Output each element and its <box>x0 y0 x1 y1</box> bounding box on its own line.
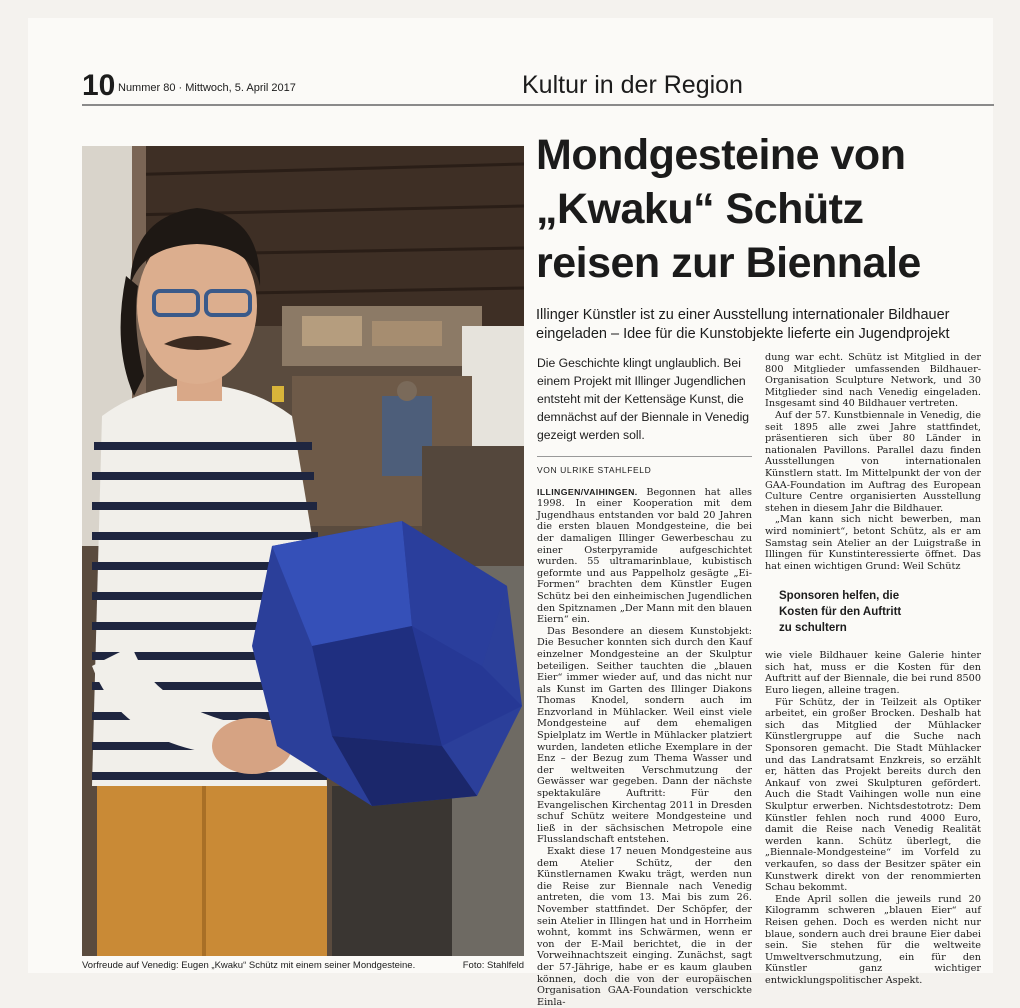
article-photo <box>82 146 524 956</box>
page-number: 10 <box>82 69 116 102</box>
masthead <box>82 70 994 106</box>
subtitle-line: zu schultern <box>779 622 847 635</box>
subtitle-line: Sponsoren helfen, die <box>779 590 900 603</box>
subheadline-line: eingeladen – Idee für die Kunstobjekte lieferte ein Jugendprojekt <box>536 326 950 342</box>
body-paragraph: Exakt diese 17 neuen Mondgesteine aus dem Atelier Schütz, der den Künstlernamen Kwaku trägt, werden nun die Reise zur Biennale nach Venedig antreten, die vom 13. Mai bis zum 26. November stattfindet. Der Schöpfer, der sein Atelier in Illingen hat und in Horrheim wohnt, kommt ins Schwärmen, wenn er von der E-Mail berichtet, die in der Vorweihnachtszeit einging. Zunächst, sagt der 57-Jährige, habe er es kaum glauben können, doch die von der europäischen Organisation GAA-Foundation verschickte Einla- <box>537 846 752 1008</box>
body-paragraph: dung war echt. Schütz ist Mitglied in der 800 Mitglieder umfassenden Bildhauer-Organisation Sculpture Network, und 30 Mitglieder sind nach Venedig eingeladen. Insgesamt sind 40 Bildhauer vertreten. <box>765 352 981 410</box>
body-paragraph: wie viele Bildhauer keine Galerie hinter sich hat, muss er die Kosten für den Auftritt auf der Biennale, die bei rund 8500 Euro liegen, alleine tragen. <box>765 650 981 697</box>
lead-paragraph: Die Geschichte klingt unglaublich. Bei einem Projekt mit Illinger Jugendlichen entsteht mit der Kettensäge Kunst, die demnächst auf der Biennale in Venedig gezeigt werden soll. <box>537 356 750 442</box>
body-text: Begonnen hat alles 1998. In einer Kooperation mit dem Jugendhaus entstanden vor bald 20 Jahren die ersten blauen Mondgesteine, die bei der damaligen Illinger Gewerbeschau zu einer Osterpyramide aufgeschichtet wurden. 55 ultramarinblaue, kubistisch geformte und aus Pappelholz gesägte „Ei-Formen“ brachten dem Künstler Eugen Schütz bei den einheimischen Jugendlichen den Spitznamen „Der Mann mit den blauen Eiern“ ein. <box>537 486 752 626</box>
subheadline-line: Illinger Künstler ist zu einer Ausstellung internationaler Bildhauer <box>536 307 950 323</box>
body-paragraph: Auf der 57. Kunstbiennale in Venedig, die seit 1895 alle zwei Jahre stattfindet, präsentieren sich über 80 Länder in nationalen Pavillons. Parallel dazu finden Ausstellungen von internationalen Künstlern statt. Im Mittelpunkt der von der GAA-Foundation im Auftrag des European Culture Centre organisierten Ausstellung stehen in diesem Jahr die Bildhauer. <box>765 409 981 514</box>
body-paragraph: Das Besondere an diesem Kunstobjekt: Die Besucher konnten sich durch den Kauf einzelner Mondgesteine an der Skulptur beteiligen. Seither tauchten die „blauen Eier“ immer wieder auf, und das nicht nur als Kunst im Garten des Illinger Diakons Thomas Knodel, sondern auch im Enzvorland in Mühlacker. Weil einst viele Mondgesteine auf dem ehemaligen Spielplatz im Wertle in Mühlacker platziert wurden, landeten etliche Exemplare in der Enz – der Bezug zum Thema Wasser und der weltweiten Verschmutzung der Gewässer war gegeben. Dann der nächste spektakuläre Auftritt: Für den Evangelischen Kirchentag 2011 in Dresden schuf Schütz weitere Mondgesteine und ließ in der sächsischen Metropole eine Flusslandschaft entstehen. <box>537 625 752 846</box>
headline-line: reisen zur Biennale <box>536 239 921 287</box>
section-title: Kultur in der Region <box>522 71 743 99</box>
caption-text: Vorfreude auf Venedig: Eugen „Kwaku“ Schütz mit einem seiner Mondgesteine. <box>82 960 416 971</box>
body-paragraph <box>537 487 752 626</box>
body-paragraph: Ende April sollen die jeweils rund 20 Kilogramm schweren „blauen Eier“ auf Reisen gehen. Doch es werden nicht nur blaue, sondern auch drei braune Eier dabei sein. Sie stehen für die weltweite Umweltverschmutzung, ein für den Künstler ganz wichtiger entwicklungspolitischer Aspekt. <box>765 893 981 986</box>
article-column-2 <box>765 352 981 987</box>
photo-caption <box>82 958 524 974</box>
article-column-1 <box>537 354 752 1008</box>
dateline: ILLINGEN/VAIHINGEN. <box>537 486 638 497</box>
issue-info: Nummer 80 · Mittwoch, 5. April 2017 <box>118 82 296 94</box>
body-paragraph: „Man kann sich nicht bewerben, man wird nominiert“, betont Schütz, als er am Samstag sein Atelier an der Luigstraße in Illingen für Kunstinteressierte öffnet. Das hat einen wichtigen Grund: Weil Schütz <box>765 514 981 572</box>
author-byline: VON ULRIKE STAHLFELD <box>537 456 752 477</box>
headline-line: „Kwaku“ Schütz <box>536 185 864 233</box>
section-subtitle <box>779 588 981 636</box>
headline <box>536 128 976 290</box>
subheadline <box>536 306 976 344</box>
headline-line: Mondgesteine von <box>536 131 906 179</box>
body-paragraph: Für Schütz, der in Teilzeit als Optiker arbeitet, ein großer Brocken. Deshalb hat sich das Mitglied der Mühlacker Künstlergruppe auf die Suche nach Sponsoren gemacht. Die Stadt Mühlacker und das Landratsamt Enzkreis, so erzählt er, hätten das Projekt bereits durch den Ankauf von zwei Skulpturen gefördert. Auch die Stadt Vaihingen wolle nun eine Skulptur erwerben. Nichtsdestotrotz: Dem Künstler fehlen noch rund 4000 Euro, damit die Reise nach Venedig Realität werden kann. Schütz überlegt, die „Biennale-Mondgesteine“ im Vorfeld zu verkaufen, so dass der Besitzer später ein Kunstwerk direkt von der renommierten Schau bekommt. <box>765 696 981 894</box>
subtitle-line: Kosten für den Auftritt <box>779 606 902 619</box>
photo-credit: Foto: Stahlfeld <box>462 960 524 971</box>
